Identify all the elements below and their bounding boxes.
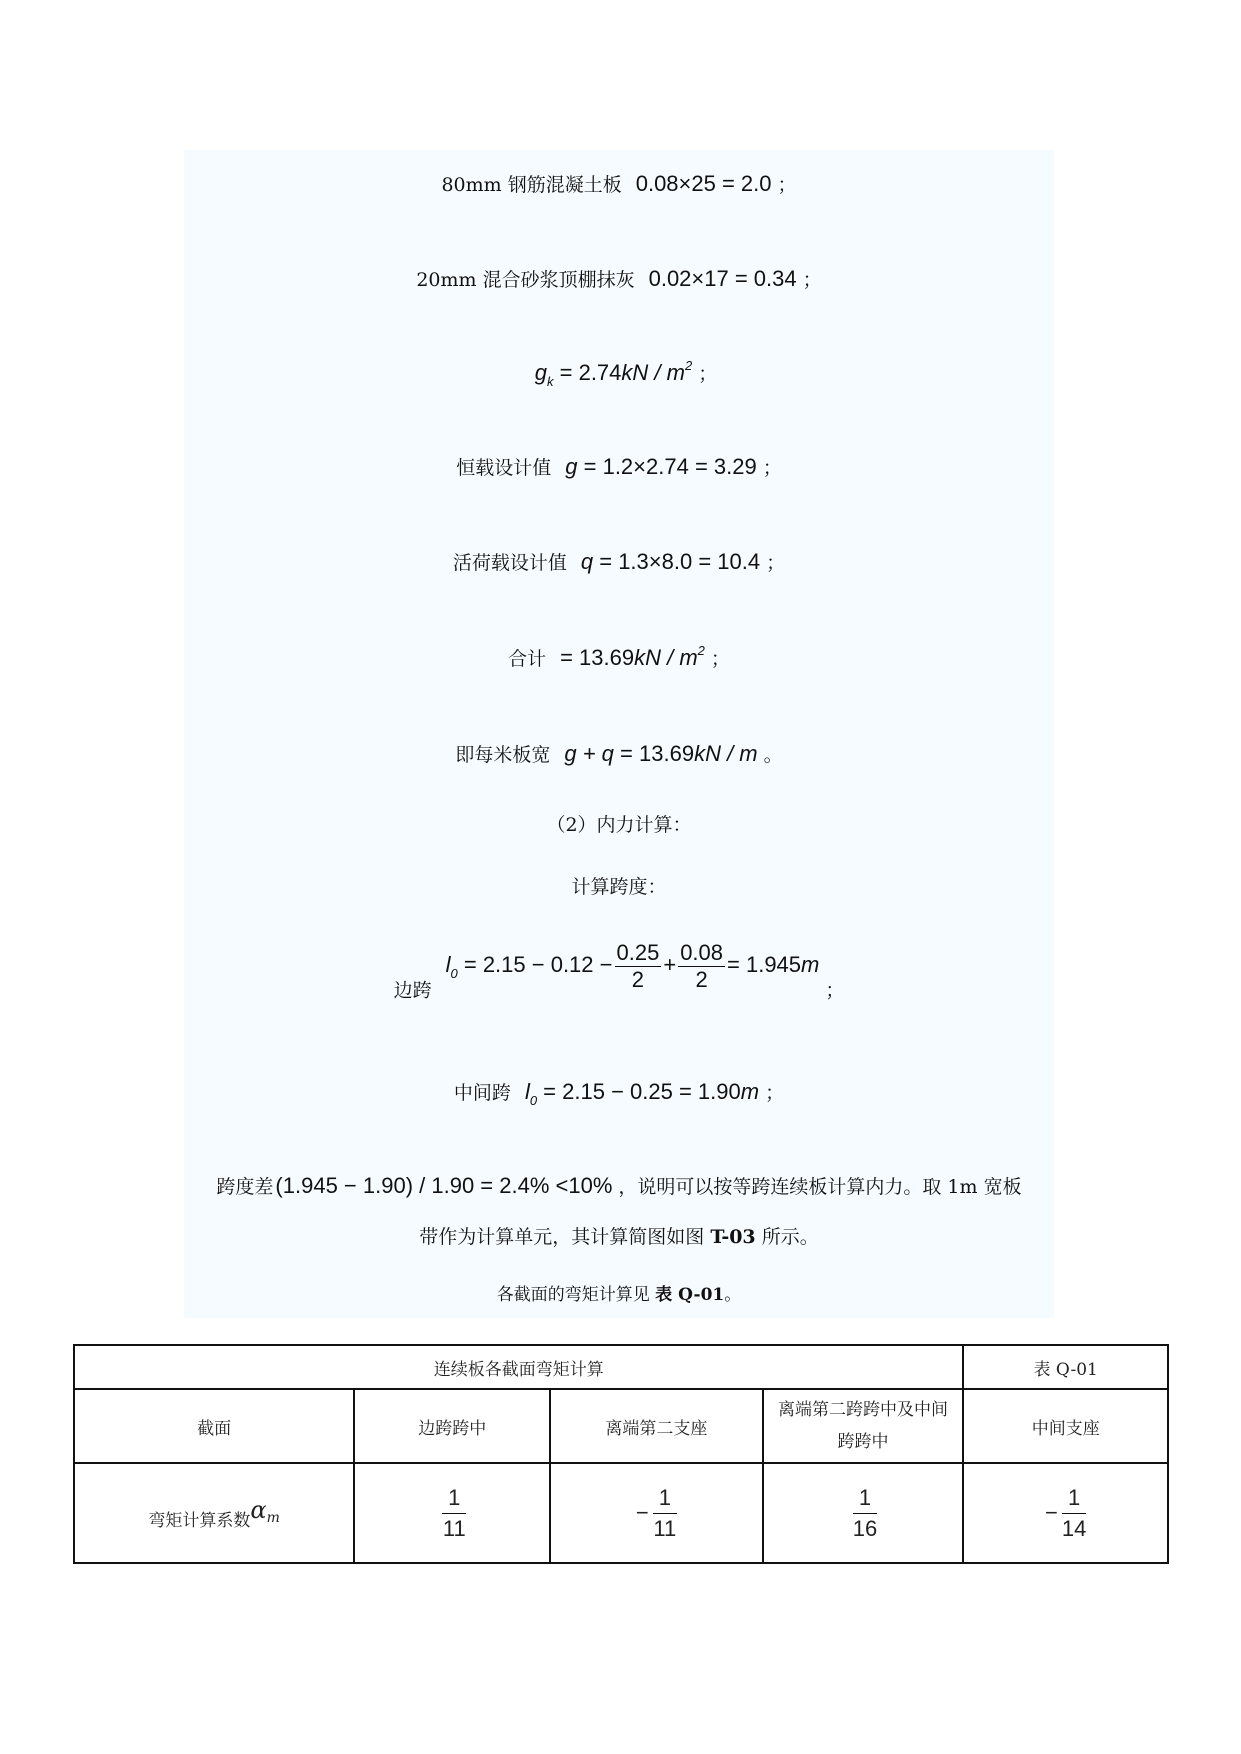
- table-ref-text: 各截面的弯矩计算见: [496, 1285, 656, 1305]
- line-gk: [184, 358, 1054, 389]
- header-end-span-middle: 边跨跨中: [354, 1389, 550, 1463]
- fraction-0-25-over-2: $\frac{0.25}{2}$: [616, 940, 660, 992]
- slab-equation: 0.08×25 = 2.0: [635, 171, 772, 196]
- calc-unit-text-end: 所示。: [755, 1226, 819, 1248]
- line-dead-load-design: [184, 453, 1054, 480]
- header-second-support: 离端第二支座: [550, 1389, 762, 1463]
- gk-equation: $g_k = 2.74kN / m^2$: [534, 358, 693, 389]
- punctuation: ；: [765, 1082, 785, 1104]
- plaster-equation: 0.02×17 = 0.34: [648, 266, 797, 291]
- line-calc-unit: [184, 1222, 1054, 1249]
- punctuation: ；: [802, 269, 822, 291]
- coefficient-fraction: $\frac{1}{11}$: [442, 1484, 466, 1541]
- line-span-difference: [184, 1172, 1054, 1199]
- live-load-equation: q = 1.3×8.0 = 10.4: [580, 549, 761, 574]
- table-row: [74, 1463, 1168, 1563]
- span-diff-equation: (1.945 − 1.90) / 1.90 = 2.4% <10%: [275, 1173, 613, 1198]
- span-heading: 计算跨度：: [571, 876, 667, 898]
- coefficient-fraction: $\frac{1}{16}$: [852, 1484, 878, 1541]
- punctuation: ；: [825, 979, 845, 1002]
- calculation-panel: [184, 150, 1054, 1318]
- total-label: 合计: [508, 648, 547, 670]
- table-id: 表 Q-01: [963, 1345, 1168, 1389]
- middle-span-equation: $l_0 = 2.15 - 0.25 = 1.90m$: [524, 1079, 760, 1108]
- moment-table: [73, 1344, 1169, 1564]
- coefficient-fraction: $\frac{1}{14}$: [1061, 1484, 1087, 1541]
- alpha-symbol: αm: [250, 1495, 280, 1526]
- per-meter-equation: g + q = 13.69kN / m: [564, 741, 758, 766]
- punctuation: ；: [777, 174, 797, 196]
- line-plaster-weight: [184, 265, 1054, 292]
- span-diff-text: ，说明可以按等跨连续板计算内力。取 1m 宽板: [618, 1176, 1022, 1198]
- end-span-equation: $l_0 = 2.15 - 0.12$ − $\frac{0.25}{2}$ + $\frac{0.08}{2}$ = 1.945m: [445, 940, 820, 992]
- calc-unit-text: 带作为计算单元，其计算简图如图: [419, 1226, 711, 1248]
- coefficient-fraction: $\frac{1}{11}$: [653, 1484, 677, 1541]
- punctuation: ；: [698, 363, 718, 385]
- punctuation: ；: [766, 552, 786, 574]
- span-diff-label: 跨度差: [216, 1176, 274, 1198]
- punctuation: 。: [763, 744, 783, 766]
- line-middle-span: [184, 1078, 1054, 1108]
- table-ref-end: 。: [724, 1285, 742, 1305]
- punctuation: ；: [762, 457, 782, 479]
- line-slab-weight: [184, 170, 1054, 197]
- total-equation: = $13.69kN / m^2$: [560, 643, 705, 670]
- plaster-label: 20mm 混合砂浆顶棚抹灰: [416, 269, 635, 291]
- table-title: 连续板各截面弯矩计算: [74, 1345, 963, 1389]
- live-load-label: 活荷载设计值: [452, 552, 567, 574]
- line-per-meter: [184, 740, 1054, 767]
- coefficient-cell: − $\frac{1}{14}$: [963, 1463, 1168, 1563]
- dead-load-equation: g = 1.2×2.74 = 3.29: [565, 454, 757, 479]
- line-total: [184, 643, 1054, 671]
- row-label: 弯矩计算系数: [148, 1510, 251, 1531]
- figure-reference: T-03: [710, 1226, 756, 1248]
- coefficient-cell: [763, 1463, 964, 1563]
- coefficient-cell: [354, 1463, 550, 1563]
- section-heading: （2）内力计算：: [546, 814, 692, 836]
- header-middle-support: 中间支座: [963, 1389, 1168, 1463]
- per-meter-label: 即每米板宽: [455, 744, 551, 766]
- fraction-0-08-over-2: $\frac{0.08}{2}$: [680, 940, 724, 992]
- table-title-row: [74, 1345, 1168, 1389]
- line-live-load-design: [184, 548, 1054, 575]
- table-header-row: [74, 1389, 1168, 1463]
- slab-label: 80mm 钢筋混凝土板: [441, 174, 622, 196]
- end-span-label: 边跨: [393, 979, 432, 1002]
- middle-span-label: 中间跨: [453, 1082, 511, 1104]
- header-section: 截面: [74, 1389, 354, 1463]
- header-second-span-middle: 离端第二跨跨中及中间跨跨中: [763, 1389, 964, 1463]
- row-label-cell: [74, 1463, 354, 1563]
- table-reference: 表 Q-01: [655, 1285, 725, 1305]
- line-table-reference: [184, 1280, 1054, 1305]
- dead-load-label: 恒载设计值: [456, 457, 552, 479]
- line-end-span: [184, 940, 1054, 1002]
- coefficient-cell: − $\frac{1}{11}$: [550, 1463, 762, 1563]
- punctuation: ；: [710, 648, 730, 670]
